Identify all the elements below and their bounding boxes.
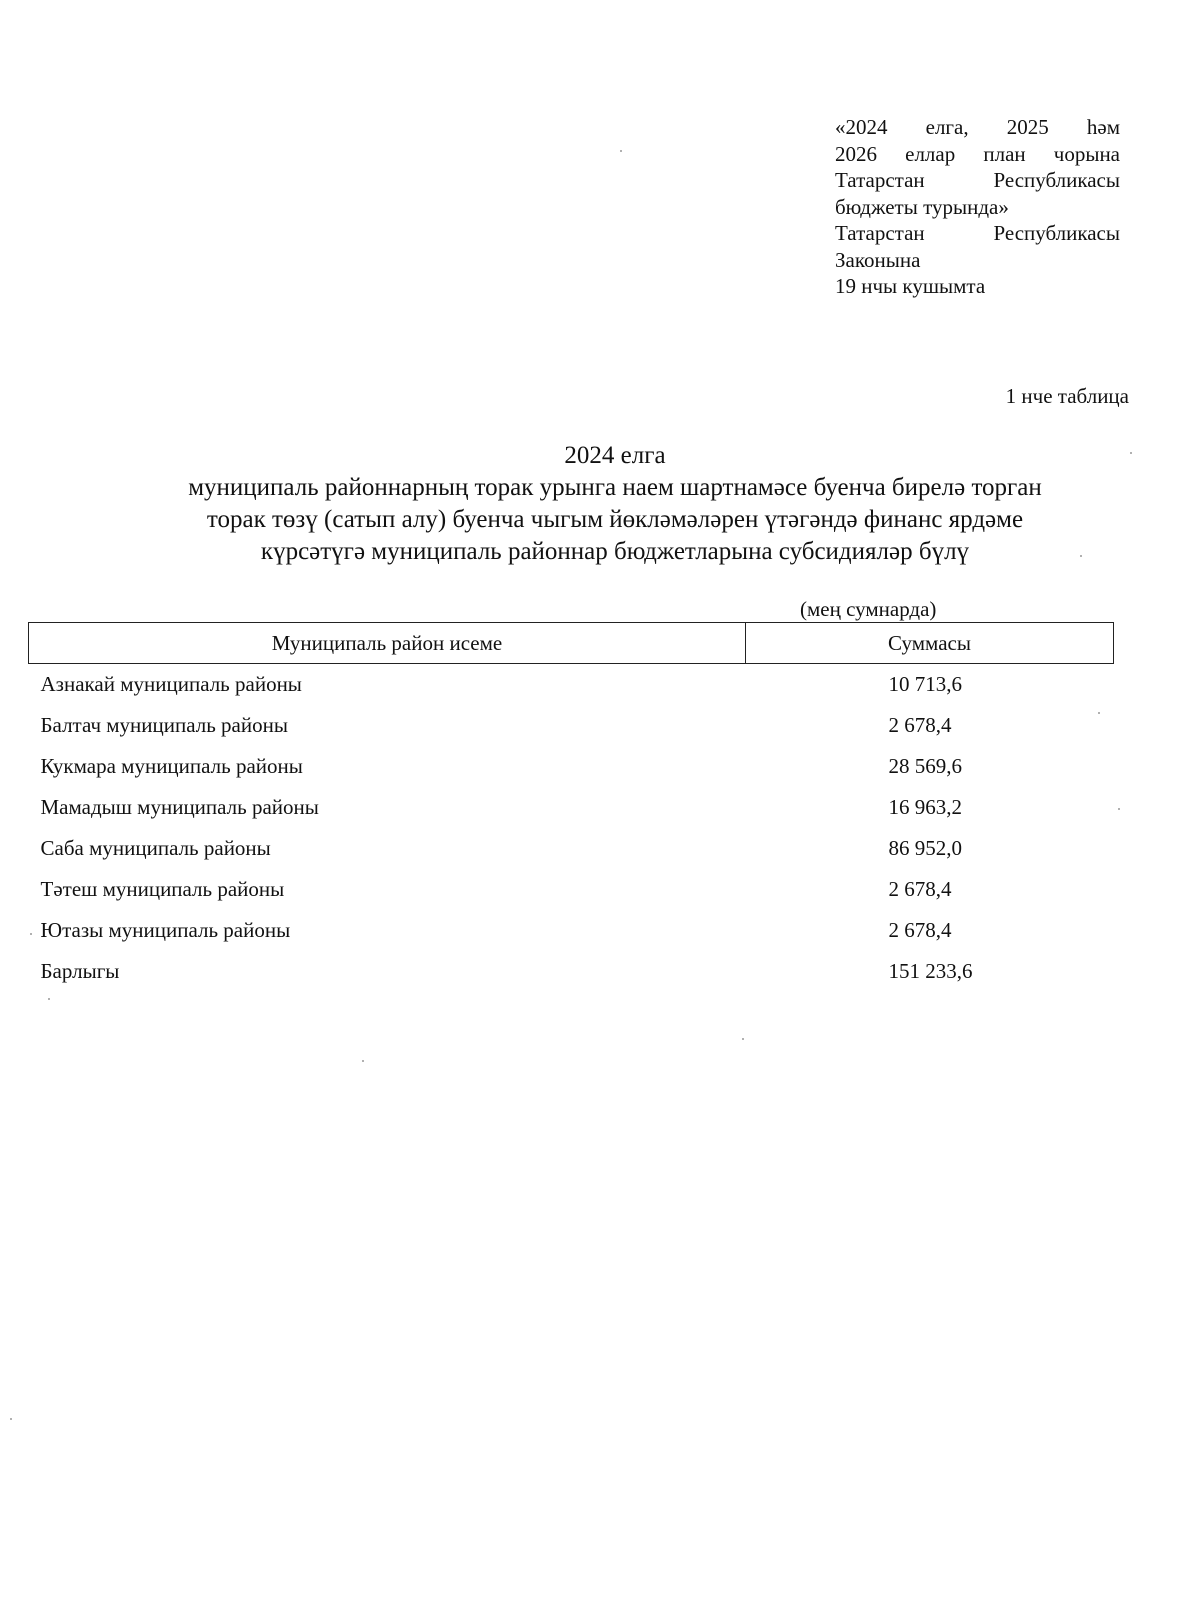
district-sum: 10 713,6 bbox=[888, 672, 962, 696]
unit-note: (мең сумнарда) bbox=[800, 597, 937, 621]
appendix-note-line: Татарстан Республикасы bbox=[835, 168, 1120, 192]
appendix-note-line: 19 нчы кушымта bbox=[835, 274, 986, 298]
title-line: күрсәтүгә муниципаль районнар бюджетларына субсидияләр бүлү bbox=[260, 538, 970, 565]
table-row bbox=[29, 787, 1114, 828]
appendix-note bbox=[835, 114, 1120, 300]
district-sum: 28 569,6 bbox=[888, 754, 962, 778]
appendix-note-line: бюджеты турында» bbox=[835, 194, 1009, 219]
title-line: торак төзү (сатып алу) буенча чыгым йөкләмәләрен үтәгәндә финанс ярдәме bbox=[206, 506, 1024, 533]
district-sum: 86 952,0 bbox=[888, 836, 962, 860]
district-name: Тәтеш муниципаль районы bbox=[40, 877, 285, 901]
header-district-name: Муниципаль район исеме bbox=[29, 623, 746, 664]
title-line: муниципаль районнарның торак урынга наем шартнамәсе буенча бирелә торган bbox=[188, 474, 1042, 501]
table-header-row bbox=[29, 623, 1114, 664]
appendix-note-line: Законына bbox=[835, 247, 921, 272]
district-name: Азнакай муниципаль районы bbox=[40, 672, 302, 696]
district-name: Мамадыш муниципаль районы bbox=[40, 795, 319, 819]
header-sum: Суммасы bbox=[746, 623, 1114, 664]
appendix-note-line: 2026 еллар план чорына bbox=[835, 141, 1120, 166]
subsidy-table bbox=[28, 622, 1114, 992]
table-row bbox=[29, 869, 1114, 910]
total-sum: 151 233,6 bbox=[888, 959, 973, 983]
scan-speck bbox=[1098, 712, 1100, 714]
table-row bbox=[29, 746, 1114, 787]
district-name: Кукмара муниципаль районы bbox=[40, 754, 303, 778]
table-total-row bbox=[29, 951, 1114, 992]
scan-speck bbox=[1130, 452, 1132, 454]
table-row bbox=[29, 828, 1114, 869]
scan-speck bbox=[742, 1038, 744, 1040]
district-sum: 2 678,4 bbox=[888, 918, 952, 942]
district-name: Ютазы муниципаль районы bbox=[40, 918, 291, 942]
title-line: 2024 елга bbox=[564, 442, 666, 469]
scan-speck bbox=[1080, 555, 1082, 557]
scan-speck bbox=[1118, 808, 1120, 810]
scan-speck bbox=[30, 933, 32, 935]
district-sum: 2 678,4 bbox=[888, 877, 952, 901]
appendix-note-line: Татарстан Республикасы bbox=[835, 221, 1120, 245]
scan-speck bbox=[48, 998, 50, 1000]
district-sum: 16 963,2 bbox=[888, 795, 962, 819]
district-name: Балтач муниципаль районы bbox=[40, 713, 288, 737]
table-row bbox=[29, 910, 1114, 951]
table-row bbox=[29, 705, 1114, 746]
table-number: 1 нче таблица bbox=[1005, 384, 1129, 408]
district-name: Саба муниципаль районы bbox=[40, 836, 271, 860]
document-title bbox=[60, 440, 1170, 568]
scan-speck bbox=[620, 150, 622, 152]
appendix-note-line: «2024 елга, 2025 һәм bbox=[835, 115, 1120, 139]
scan-speck bbox=[362, 1060, 364, 1062]
table-row bbox=[29, 664, 1114, 706]
district-sum: 2 678,4 bbox=[888, 713, 952, 737]
scan-speck bbox=[10, 1418, 12, 1420]
total-label: Барлыгы bbox=[40, 959, 120, 983]
